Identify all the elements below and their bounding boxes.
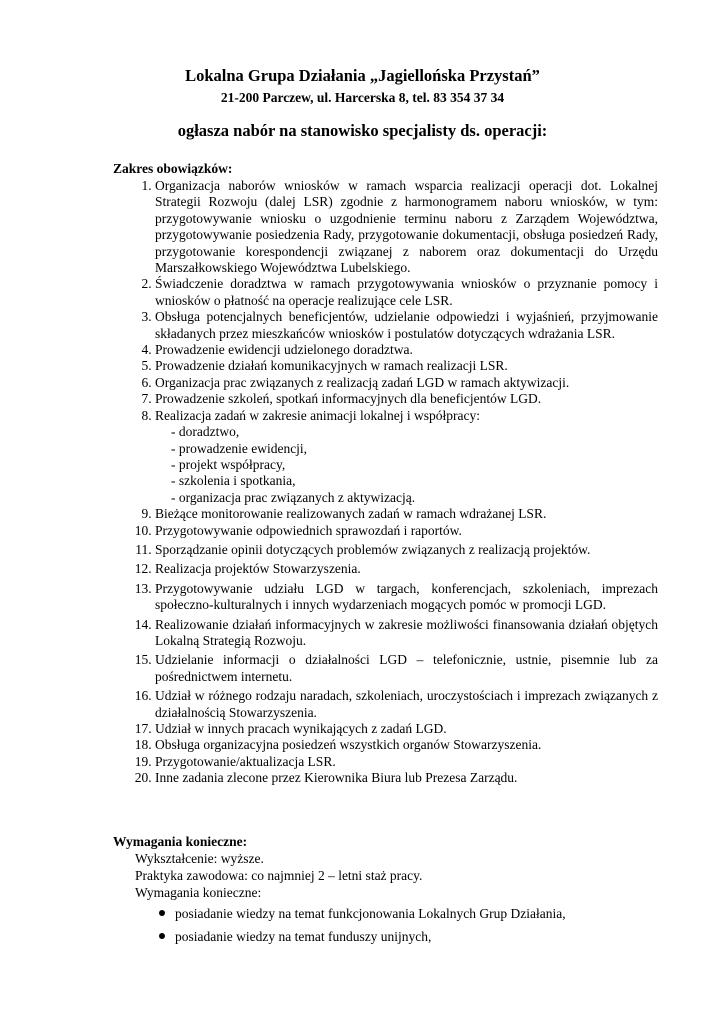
duty-item: 4. Prowadzenie ewidencji udzielonego doradztwa. xyxy=(155,342,658,358)
duty-item: 12. Realizacja projektów Stowarzyszenia. xyxy=(155,561,658,577)
duty-item: 7. Prowadzenie szkoleń, spotkań informacyjnych dla beneficjentów LGD. xyxy=(155,391,658,407)
sub-item: - doradztwo, xyxy=(171,424,240,440)
duty-item: 16. Udział w różnego rodzaju naradach, szkoleniach, uroczystościach i imprezach związanych z działalnością Stowarzyszenia. xyxy=(155,688,658,721)
requirements-details xyxy=(135,850,422,901)
duty-item: 11. Sporządzanie opinii dotyczących problemów związanych z realizacją projektów. xyxy=(155,542,658,558)
duty-item: 14. Realizowanie działań informacyjnych w zakresie możliwości finansowania działań objętych Lokalną Strategią Rozwoju. xyxy=(155,617,658,650)
duty-item: 18. Obsługa organizacyjna posiedzeń wszystkich organów Stowarzyszenia. xyxy=(155,737,658,753)
duty-item: 19. Przygotowanie/aktualizacja LSR. xyxy=(155,754,658,770)
duty-item: 17. Udział w innych pracach wynikających z zadań LGD. xyxy=(155,721,658,737)
organization-address: 21-200 Parczew, ul. Harcerska 8, tel. 83 354 37 34 xyxy=(220,90,505,105)
duty-item: 3. Obsługa potencjalnych beneficjentów, udzielanie odpowiedzi i wyjaśnień, przyjmowanie składanych przez mieszkańców wniosków i postulatów dotyczących wdrażania LSR. xyxy=(155,309,658,342)
duties-section xyxy=(113,178,658,787)
duty-item: 20. Inne zadania zlecone przez Kierownika Biura lub Prezesa Zarządu. xyxy=(155,770,658,786)
duties-list xyxy=(113,178,658,787)
sub-item: - organizacja prac związanych z aktywizacją. xyxy=(171,489,416,505)
duty-item: 13. Przygotowywanie udziału LGD w targach, konferencjach, szkoleniach, imprezach społeczno-kulturalnych i innych wydarzeniach mogących pomóc w promocji LGD. xyxy=(155,581,658,614)
duty-item: 2. Świadczenie doradztwa w ramach przygotowywania wniosków o przyznanie pomocy i wniosków o płatność na operacje realizujące cele LSR. xyxy=(155,276,658,309)
bullet-item: posiadanie wiedzy na temat funduszy unijnych, xyxy=(135,925,655,948)
bullet-icon xyxy=(159,910,165,916)
sub-item: - prowadzenie ewidencji, xyxy=(171,440,308,456)
sub-item: - szkolenia i spotkania, xyxy=(171,473,296,489)
duty-item: 9. Bieżące monitorowanie realizowanych zadań w ramach wdrażanej LSR. xyxy=(155,506,658,522)
duties-heading: Zakres obowiązków: xyxy=(113,161,233,176)
requirements-subheading: Wymagania konieczne: xyxy=(135,885,262,900)
organization-title: Lokalna Grupa Działania „Jagiellońska Przystań” xyxy=(185,66,540,85)
bullet-icon xyxy=(159,933,165,939)
duty-item: 5. Prowadzenie działań komunikacyjnych w ramach realizacji LSR. xyxy=(155,358,658,374)
bullet-item: posiadanie wiedzy na temat funkcjonowania Lokalnych Grup Działania, xyxy=(135,902,655,925)
requirements-heading: Wymagania konieczne: xyxy=(113,834,248,849)
duty-item: 8. Realizacja zadań w zakresie animacji lokalnej i współpracy: - doradztwo, - prowadzenie ewidencji, - projekt współpracy, - szkolenia i spotkania, - organizacja prac związanych z aktywizacją. xyxy=(155,408,658,506)
duty-item: 15. Udzielanie informacji o działalności LGD – telefonicznie, ustnie, pisemnie lub za pośrednictwem internetu. xyxy=(155,652,658,685)
duty-item: 10. Przygotowywanie odpowiednich sprawozdań i raportów. xyxy=(155,523,658,539)
announcement-heading: ogłasza nabór na stanowisko specjalisty ds. operacji: xyxy=(177,121,548,140)
experience-requirement: Praktyka zawodowa: co najmniej 2 – letni staż pracy. xyxy=(135,868,423,883)
education-requirement: Wykształcenie: wyższe. xyxy=(135,851,264,866)
sub-item: - projekt współpracy, xyxy=(171,456,286,472)
duty-item: 6. Organizacja prac związanych z realizacją zadań LGD w ramach aktywizacji. xyxy=(155,375,658,391)
requirements-bullet-list xyxy=(135,902,655,948)
animation-sublist xyxy=(155,424,658,506)
duty-item: 1. Organizacja naborów wniosków w ramach wsparcia realizacji operacji dot. Lokalnej Strategii Rozwoju (dalej LSR) zgodnie z harmonogramem naboru wniosków, w tym: przygotowywanie wniosku o uzgodnienie terminu naboru z Zarządem Województwa, przygotowywanie posiedzenia Rady, przygotowanie dokumentacji, obsługa posiedzeń Rady, przygotowanie korespondencji związanej z naborem oraz dokumentacji do Urzędu Marszałkowskiego Województwa Lubelskiego. xyxy=(155,178,658,276)
